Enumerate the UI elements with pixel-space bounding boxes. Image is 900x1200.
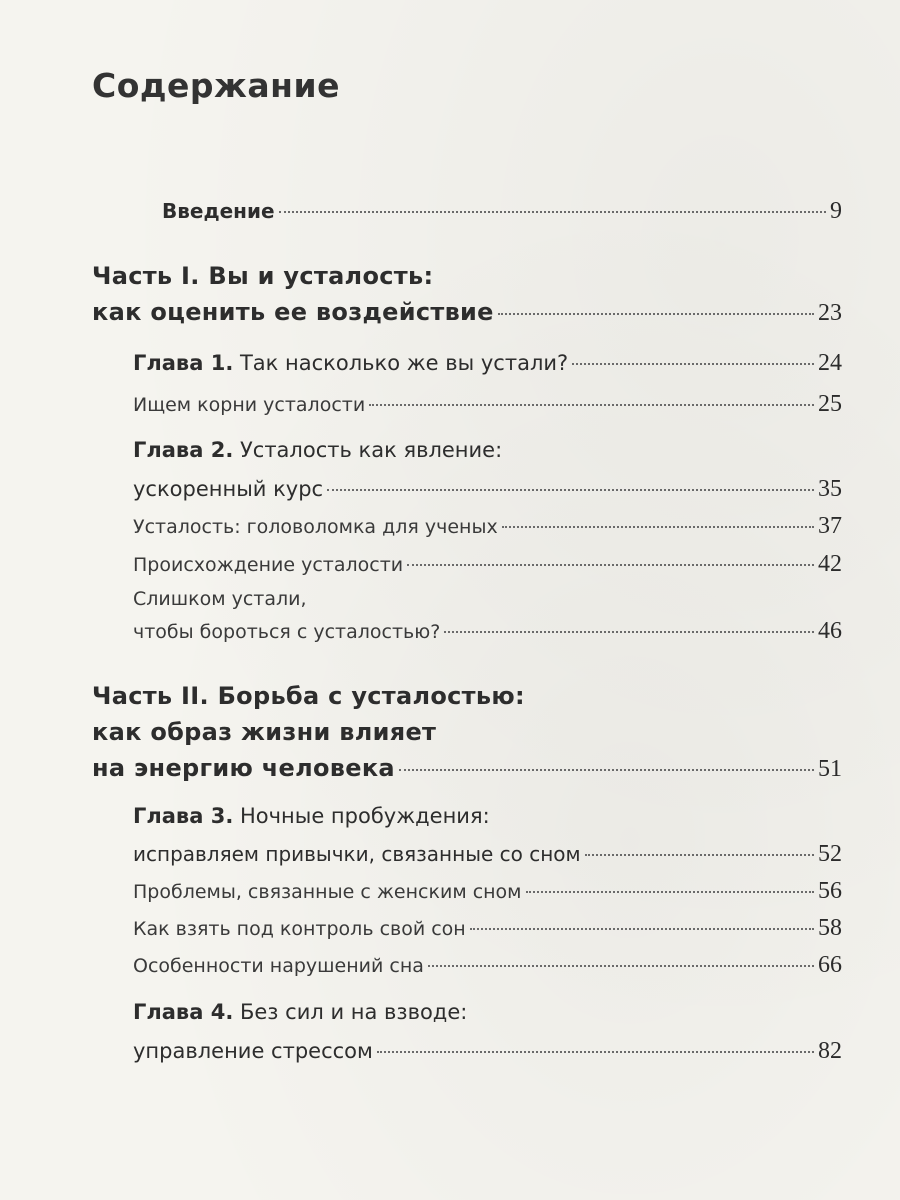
chapter-2-prefix: Глава 2. <box>133 438 234 462</box>
chapter-1-text: Так насколько же вы устали? <box>239 351 569 375</box>
dot-leader <box>502 526 814 528</box>
chapter-3-prefix: Глава 3. <box>133 804 234 828</box>
page-number: 25 <box>818 391 842 417</box>
page-number: 66 <box>818 952 842 978</box>
page-number: 82 <box>818 1038 842 1064</box>
chapter-2-text: Усталость как явление: <box>239 438 503 462</box>
section-label: Усталость: головоломка для ученых <box>133 516 498 538</box>
page-number: 23 <box>818 300 842 326</box>
page-number: 9 <box>830 198 842 224</box>
dot-leader <box>444 631 814 633</box>
section-label: Проблемы, связанные с женским сном <box>133 881 522 903</box>
dot-leader <box>377 1051 814 1053</box>
page-number: 51 <box>818 756 842 782</box>
chapter-1-prefix: Глава 1. <box>133 351 234 375</box>
page-number: 46 <box>818 618 842 644</box>
intro-label: Введение <box>162 199 275 223</box>
toc-entry-section[interactable] <box>133 618 842 645</box>
chapter-2-title-line-1 <box>133 438 502 462</box>
page-number: 58 <box>818 915 842 941</box>
toc-entry-part-1[interactable] <box>92 298 842 327</box>
toc-entry-section[interactable] <box>133 878 842 905</box>
dot-leader <box>470 928 814 930</box>
toc-entry-chapter-2[interactable] <box>133 476 842 503</box>
toc-entry-part-2[interactable] <box>92 754 842 783</box>
toc-entry-chapter-4[interactable] <box>133 1038 842 1065</box>
dot-leader <box>526 891 814 893</box>
section-label: Как взять под контроль свой сон <box>133 918 466 940</box>
dot-leader <box>327 489 814 491</box>
section-label: Особенности нарушений сна <box>133 955 424 977</box>
page-title: Содержание <box>92 66 340 105</box>
page-number: 37 <box>818 513 842 539</box>
chapter-4-prefix: Глава 4. <box>133 1000 234 1024</box>
part-2-title-line-3: на энергию человека <box>92 754 395 782</box>
dot-leader <box>279 211 826 213</box>
page-number: 42 <box>818 551 842 577</box>
chapter-3-title-line-1 <box>133 804 490 828</box>
chapter-1-title <box>133 351 568 375</box>
page-number: 35 <box>818 476 842 502</box>
section-label-line-1: Слишком устали, <box>133 588 307 610</box>
dot-leader <box>428 965 814 967</box>
chapter-4-title-line-2: управление стрессом <box>133 1039 373 1063</box>
part-2-title-line-2: как образ жизни влияет <box>92 718 437 746</box>
chapter-4-text: Без сил и на взводе: <box>239 1000 468 1024</box>
toc-entry-section[interactable] <box>133 391 842 418</box>
toc-entry-section[interactable] <box>133 915 842 942</box>
dot-leader <box>369 404 814 406</box>
section-label: Ищем корни усталости <box>133 394 366 416</box>
toc-entry-chapter-3[interactable] <box>133 841 842 868</box>
section-label-line-2: чтобы бороться с усталостью? <box>133 621 441 643</box>
chapter-2-title-line-2: ускоренный курс <box>133 477 324 501</box>
toc-entry-section[interactable] <box>133 551 842 578</box>
toc-entry-section[interactable] <box>133 513 842 540</box>
chapter-4-title-line-1 <box>133 1000 467 1024</box>
dot-leader <box>407 564 814 566</box>
page-number: 56 <box>818 878 842 904</box>
dot-leader <box>498 313 814 315</box>
dot-leader <box>399 769 814 771</box>
part-2-title-line-1: Часть II. Борьба с усталостью: <box>92 682 525 710</box>
dot-leader <box>572 363 814 365</box>
chapter-3-title-line-2: исправляем привычки, связанные со сном <box>133 842 581 866</box>
part-1-title-line-1: Часть I. Вы и усталость: <box>92 262 434 290</box>
toc-entry-intro[interactable] <box>162 198 842 225</box>
chapter-3-text: Ночные пробуждения: <box>239 804 490 828</box>
page-number: 24 <box>818 350 842 376</box>
toc-entry-chapter-1[interactable] <box>133 350 842 377</box>
dot-leader <box>585 854 814 856</box>
section-label: Происхождение усталости <box>133 554 404 576</box>
part-1-title-line-2: как оценить ее воздействие <box>92 298 494 326</box>
page-number: 52 <box>818 841 842 867</box>
toc-entry-section[interactable] <box>133 952 842 979</box>
